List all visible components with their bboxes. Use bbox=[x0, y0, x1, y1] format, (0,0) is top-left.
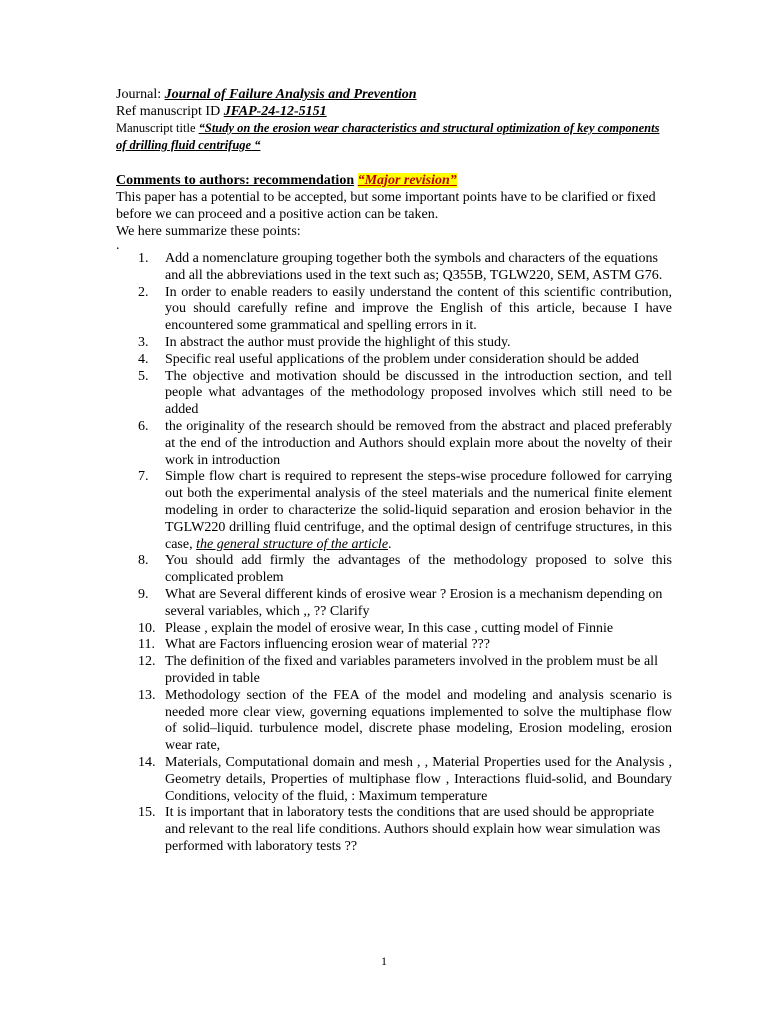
list-item: 1. Add a nomenclature grouping together both the symbols and characters of the equations and all the abbreviations used in the text such as; Q355B, TGLW220, SEM, ASTM G76. bbox=[138, 251, 663, 283]
intro-paragraph: This paper has a potential to be accepted, but some important points have to be clarified or fixed before we can proceed and a positive action can be taken. bbox=[116, 190, 656, 222]
document-page bbox=[116, 86, 672, 856]
journal-label: Journal: bbox=[116, 87, 165, 102]
journal-name: Journal of Failure Analysis and Prevention bbox=[164, 87, 417, 102]
points-list bbox=[116, 251, 672, 856]
article-structure-reference: the general structure of the article bbox=[196, 536, 389, 552]
title-line bbox=[116, 120, 672, 154]
comments-heading-text: Comments to authors: recommendation bbox=[116, 173, 355, 188]
journal-line bbox=[116, 86, 672, 103]
intro-summary: We here summarize these points: bbox=[116, 224, 301, 239]
list-item: 3. In abstract the author must provide the highlight of this study. bbox=[138, 334, 511, 350]
ref-id: JFAP-24-12-5151 bbox=[223, 104, 327, 119]
ref-label: Ref manuscript ID bbox=[116, 104, 224, 119]
list-item: 12. The definition of the fixed and variables parameters involved in the problem must be all provided in table bbox=[138, 654, 658, 686]
list-item: 13. Methodology section of the FEA of the model and modeling and analysis scenario is needed more clear view, governing equations implemented to solve the multiphase flow of solid–liquid. turbulence model, discrete phase modeling, Erosion modeling, erosion wear rate, bbox=[138, 687, 672, 754]
list-item: 8. You should add firmly the advantages of the methodology proposed to solve this complicated problem bbox=[138, 553, 672, 586]
list-item: 5. The objective and motivation should be discussed in the introduction section, and tell people what advantages of the methodology proposed involves which still need to be added bbox=[138, 368, 672, 418]
list-item: 14. Materials, Computational domain and mesh , , Material Properties used for the Analysis , Geometry details, Properties of multiphase flow , Interactions fluid-solid, and Boundary Conditions, velocity of the fluid, : Maximum temperature bbox=[138, 754, 672, 804]
title-label: Manuscript title bbox=[116, 121, 199, 135]
list-item: 7. Simple flow chart is required to represent the steps-wise procedure followed for carrying out both the experimental analysis of the steel materials and the numerical finite element modeling in order to characterize the solid-liquid separation and erosion behavior in the TGLW220 drilling fluid centrifuge, and the optimal design of centrifuge structures, in this case, the general structure of the article. bbox=[138, 469, 672, 552]
list-item: 4. Specific real useful applications of the problem under consideration should be added bbox=[138, 351, 639, 367]
comments-heading bbox=[116, 172, 672, 189]
separator-dot: . bbox=[116, 238, 120, 253]
page-number: 1 bbox=[381, 954, 387, 968]
list-item: 11. What are Factors influencing erosion wear of material ??? bbox=[138, 637, 490, 653]
list-item: 10. Please , explain the model of erosive wear, In this case , cutting model of Finnie bbox=[138, 620, 614, 636]
manuscript-title: “Study on the erosion wear characteristics and structural optimization of key components of drilling fluid centrifuge “ bbox=[116, 121, 660, 152]
list-item: 9. What are Several different kinds of erosive wear ? Erosion is a mechanism depending on several variables, which ,, ?? Clarify bbox=[138, 586, 663, 619]
list-item: 6. the originality of the research should be removed from the abstract and placed preferably at the end of the introduction and Authors should explain more about the novelty of their work in introduction bbox=[138, 418, 672, 468]
list-item: 2. In order to enable readers to easily understand the content of this scientific contribution, you should carefully refine and improve the English of this article, because I have encountered some grammatical and spelling errors in it. bbox=[138, 284, 672, 334]
recommendation-badge: “Major revision” bbox=[357, 173, 457, 188]
ref-line bbox=[116, 103, 672, 120]
list-item: 15. It is important that in laboratory tests the conditions that are used should be appropriate and relevant to the real life conditions. Authors should explain how wear simulation was performed with laboratory tests ?? bbox=[138, 805, 661, 854]
